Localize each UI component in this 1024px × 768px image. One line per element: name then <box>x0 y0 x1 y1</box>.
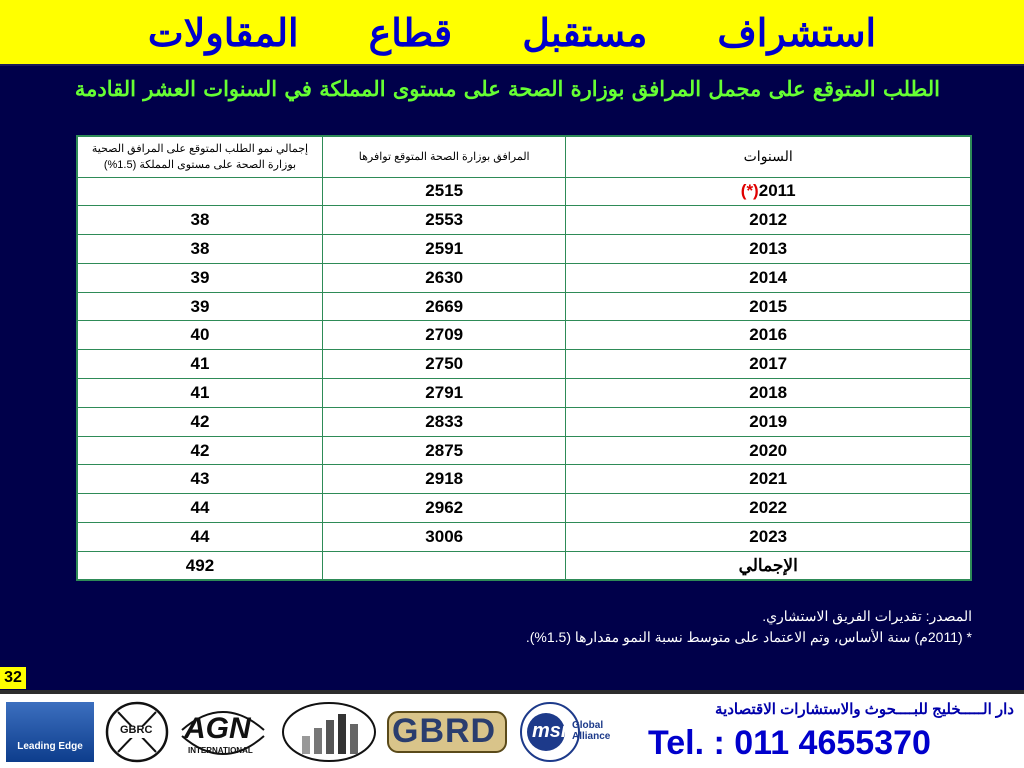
cell-supply: 2962 <box>322 494 565 523</box>
forecast-table <box>76 135 972 581</box>
msi-logo <box>516 700 616 764</box>
cell-growth: 39 <box>77 292 322 321</box>
slide-subtitle: الطلب المتوقع على مجمل المرافق بوزارة الصحة على مستوى المملكة في السنوات العشر القادمة <box>74 76 940 101</box>
year-value: 2022 <box>749 498 788 518</box>
header-growth <box>77 136 322 177</box>
cell-growth: 42 <box>77 436 322 465</box>
table-row <box>77 523 971 552</box>
year-value: 2012 <box>749 210 788 230</box>
cell-year <box>566 206 971 235</box>
agn-logo <box>178 700 268 764</box>
title-word-1: استشراف <box>717 9 877 55</box>
table-row <box>77 206 971 235</box>
year-value: 2017 <box>749 354 788 374</box>
cell-year <box>566 494 971 523</box>
cell-supply: 2515 <box>322 177 565 206</box>
cell-supply: 2709 <box>322 321 565 350</box>
cell-supply: 2875 <box>322 436 565 465</box>
total-growth: 492 <box>77 551 322 580</box>
cell-year <box>566 407 971 436</box>
table-row <box>77 177 971 206</box>
cell-year <box>566 436 971 465</box>
page-number: 32 <box>0 667 26 689</box>
year-value: 2023 <box>749 526 788 546</box>
cell-growth: 39 <box>77 263 322 292</box>
year-value: 2013 <box>749 238 788 258</box>
telephone: Tel. : 011 4655370 <box>648 724 931 762</box>
total-supply <box>322 551 565 580</box>
cell-supply: 2791 <box>322 379 565 408</box>
cell-growth: 40 <box>77 321 322 350</box>
cell-year <box>566 263 971 292</box>
cell-supply: 2918 <box>322 465 565 494</box>
title-word-4: المقاولات <box>147 9 299 55</box>
year-value: 2016 <box>749 325 788 345</box>
table-row <box>77 494 971 523</box>
header-growth-line2: بوزارة الصحة على مستوى المملكة (1.5%) <box>103 158 297 171</box>
agn-logo-subtext: INTERNATIONAL <box>188 746 253 755</box>
year-value: 2011 <box>758 181 796 201</box>
table-row <box>77 436 971 465</box>
table-row <box>77 235 971 264</box>
cell-supply: 2669 <box>322 292 565 321</box>
title-word-2: مستقبل <box>522 9 648 55</box>
msi-logo-text: msi <box>532 720 567 742</box>
cell-supply: 2833 <box>322 407 565 436</box>
notes <box>372 606 972 648</box>
footer <box>0 690 1024 768</box>
year-value: 2021 <box>749 469 788 489</box>
cell-year <box>566 292 971 321</box>
year-value: 2014 <box>749 267 788 287</box>
cell-growth: 38 <box>77 235 322 264</box>
header-growth-line1: إجمالي نمو الطلب المتوقع على المرافق الصحية <box>91 142 309 155</box>
cell-year <box>566 379 971 408</box>
cell-supply: 2630 <box>322 263 565 292</box>
cell-year <box>566 321 971 350</box>
year-value: 2018 <box>749 382 788 402</box>
gbrc-logo-text: GBRC <box>120 724 153 736</box>
cell-growth: 42 <box>77 407 322 436</box>
table-row <box>77 263 971 292</box>
cell-year <box>566 235 971 264</box>
cell-supply: 3006 <box>322 523 565 552</box>
leading-edge-logo-text: Leading Edge <box>17 741 83 752</box>
agn-logo-text: AGN <box>184 712 251 745</box>
table-row <box>77 321 971 350</box>
table-row <box>77 407 971 436</box>
header-supply: المرافق بوزارة الصحة المتوقع توافرها <box>322 136 565 177</box>
cell-growth: 41 <box>77 350 322 379</box>
title-bar <box>0 0 1024 66</box>
cell-growth: 38 <box>77 206 322 235</box>
cell-growth: 44 <box>77 494 322 523</box>
cell-supply: 2553 <box>322 206 565 235</box>
table-row <box>77 465 971 494</box>
cell-supply: 2591 <box>322 235 565 264</box>
cell-year <box>566 177 971 206</box>
bar-chart-logo <box>280 700 378 764</box>
source-note: المصدر: تقديرات الفريق الاستشاري. <box>762 608 972 624</box>
cell-growth: 41 <box>77 379 322 408</box>
year-value: 2020 <box>749 440 788 460</box>
msi-logo-subtext: Global Alliance <box>572 720 611 742</box>
base-year-marker: (*) <box>740 181 759 201</box>
total-label: الإجمالي <box>566 551 971 580</box>
cell-year <box>566 350 971 379</box>
cell-growth: 44 <box>77 523 322 552</box>
table-header-row <box>77 136 971 177</box>
table-row <box>77 379 971 408</box>
title-word-3: قطاع <box>368 9 453 55</box>
cell-year <box>566 523 971 552</box>
table-total-row <box>77 551 971 580</box>
header-years: السنوات <box>566 136 971 177</box>
gbrd-logo <box>386 700 508 764</box>
gbrc-logo <box>104 700 170 764</box>
cell-growth <box>77 177 322 206</box>
table-row <box>77 350 971 379</box>
cell-year <box>566 465 971 494</box>
table-row <box>77 292 971 321</box>
company-name: دار الـــــخليج للبــــحوث والاستشارات الاقتصادية <box>715 701 1014 718</box>
year-value: 2019 <box>749 411 788 431</box>
base-year-footnote: * (2011م) سنة الأساس، وتم الاعتماد على متوسط نسبة النمو مقدارها (1.5%). <box>525 629 972 645</box>
cell-supply: 2750 <box>322 350 565 379</box>
cell-growth: 43 <box>77 465 322 494</box>
gbrd-logo-text: GBRD <box>392 712 497 750</box>
table-body <box>77 177 971 580</box>
leading-edge-logo <box>6 702 94 762</box>
year-value: 2015 <box>749 296 788 316</box>
